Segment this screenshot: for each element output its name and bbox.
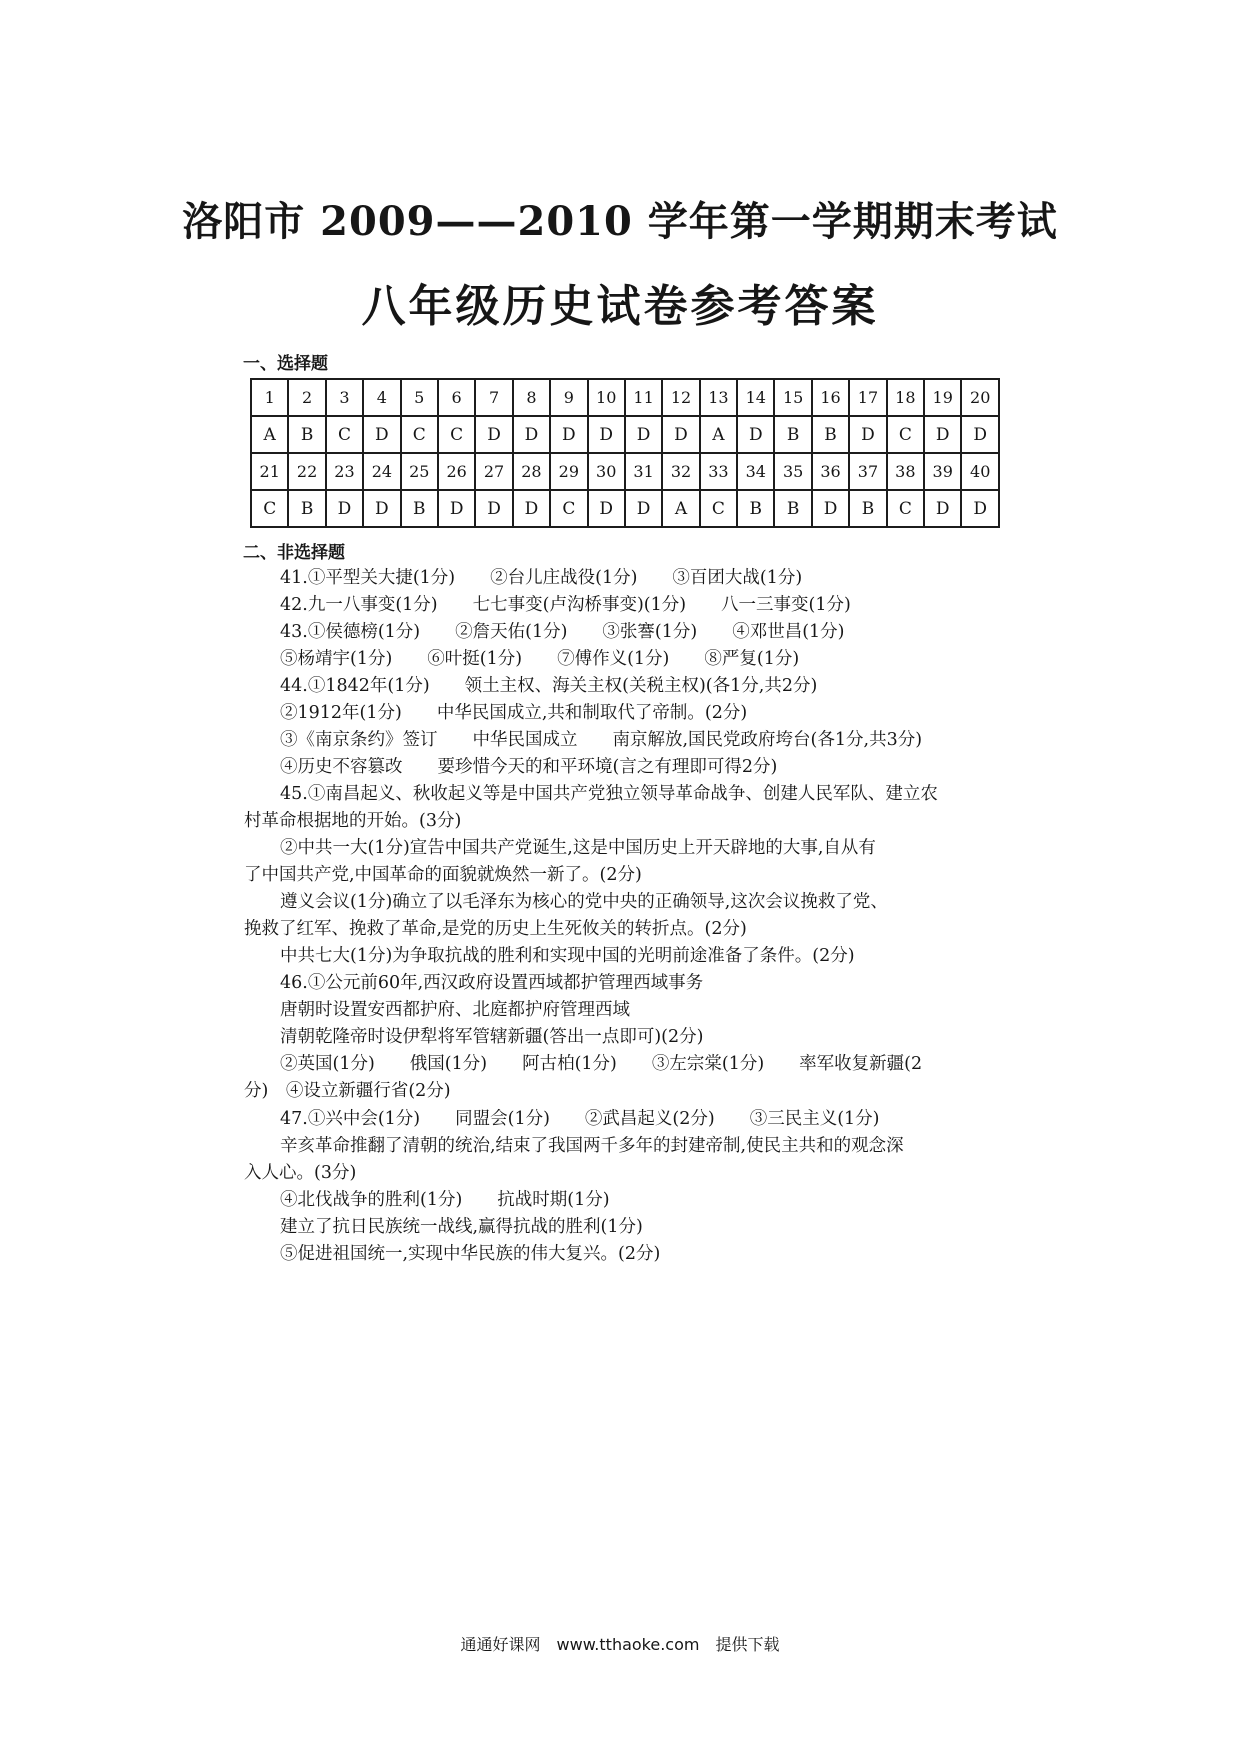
answer-letter-cell: C xyxy=(887,416,924,453)
answer-letter-cell: D xyxy=(588,490,625,527)
answer-letter-cell: D xyxy=(326,490,363,527)
answer-letter-cell: B xyxy=(774,416,811,453)
question-number-cell: 27 xyxy=(475,453,512,490)
answer-letter-cell: C xyxy=(550,490,587,527)
question-number-cell: 15 xyxy=(774,379,811,416)
question-number-cell: 37 xyxy=(849,453,886,490)
answer-letter-cell: B xyxy=(849,490,886,527)
answer-line: ⑤促进祖国统一,实现中华民族的伟大复兴。(2分) xyxy=(280,1244,661,1264)
answer-line: 挽救了红军、挽救了革命,是党的历史上生死攸关的转折点。(2分) xyxy=(244,919,747,939)
answer-letter-cell: A xyxy=(251,416,288,453)
answer-letter-cell: C xyxy=(251,490,288,527)
answer-letter-cell: D xyxy=(363,490,400,527)
answer-line: 辛亥革命推翻了清朝的统治,结束了我国两千多年的封建帝制,使民主共和的观念深 xyxy=(280,1136,904,1156)
answer-letter-cell: B xyxy=(401,490,438,527)
question-number-cell: 5 xyxy=(401,379,438,416)
answer-letter-cell: D xyxy=(438,490,475,527)
answer-letter-cell: C xyxy=(326,416,363,453)
question-number-cell: 13 xyxy=(700,379,737,416)
question-number-cell: 14 xyxy=(737,379,774,416)
answer-line: 清朝乾隆帝时设伊犁将军管辖新疆(答出一点即可)(2分) xyxy=(280,1027,704,1047)
question-number-cell: 1 xyxy=(251,379,288,416)
answer-line: 遵义会议(1分)确立了以毛泽东为核心的党中央的正确领导,这次会议挽救了党、 xyxy=(280,892,888,912)
answer-line: 42.九一八事变(1分) 七七事变(卢沟桥事变)(1分) 八一三事变(1分) xyxy=(280,595,851,615)
question-number-cell: 7 xyxy=(475,379,512,416)
answer-table-row xyxy=(251,416,999,453)
footer-download-note: 通通好课网 www.tthaoke.com 提供下载 xyxy=(460,1635,780,1654)
answer-letter-cell: D xyxy=(363,416,400,453)
answer-line: 41.①平型关大捷(1分) ②台儿庄战役(1分) ③百团大战(1分) xyxy=(280,568,803,588)
answer-letter-cell: C xyxy=(700,490,737,527)
question-number-cell: 38 xyxy=(887,453,924,490)
section-heading-nonchoice: 二、非选择题 xyxy=(243,543,345,563)
question-number-cell: 22 xyxy=(288,453,325,490)
answer-line: 建立了抗日民族统一战线,赢得抗战的胜利(1分) xyxy=(280,1217,643,1237)
question-number-cell: 31 xyxy=(625,453,662,490)
answer-line: ③《南京条约》签订 中华民国成立 南京解放,国民党政府垮台(各1分,共3分) xyxy=(280,730,923,750)
question-number-cell: 25 xyxy=(401,453,438,490)
answer-letter-cell: D xyxy=(513,416,550,453)
answer-letter-cell: D xyxy=(625,416,662,453)
answer-line: 44.①1842年(1分) 领土主权、海关主权(关税主权)(各1分,共2分) xyxy=(280,676,818,696)
question-number-cell: 8 xyxy=(513,379,550,416)
answer-line: 分) ④设立新疆行省(2分) xyxy=(244,1081,451,1101)
question-number-cell: 4 xyxy=(363,379,400,416)
question-number-cell: 28 xyxy=(513,453,550,490)
question-number-cell: 17 xyxy=(849,379,886,416)
section-heading-choice: 一、选择题 xyxy=(243,354,328,374)
question-number-cell: 11 xyxy=(625,379,662,416)
question-number-cell: 34 xyxy=(737,453,774,490)
answer-letter-cell: D xyxy=(475,490,512,527)
answer-letter-cell: D xyxy=(737,416,774,453)
question-number-cell: 32 xyxy=(662,453,699,490)
answer-line: ④历史不容篡改 要珍惜今天的和平环境(言之有理即可得2分) xyxy=(280,757,778,777)
answer-letter-cell: B xyxy=(812,416,849,453)
question-number-cell: 18 xyxy=(887,379,924,416)
question-number-cell: 12 xyxy=(662,379,699,416)
answer-letter-cell: C xyxy=(887,490,924,527)
answer-line: ②英国(1分) 俄国(1分) 阿古柏(1分) ③左宗棠(1分) 率军收复新疆(2 xyxy=(280,1054,923,1074)
answer-key-title: 八年级历史试卷参考答案 xyxy=(361,281,879,332)
answer-line: 43.①侯德榜(1分) ②詹天佑(1分) ③张謇(1分) ④邓世昌(1分) xyxy=(280,622,845,642)
question-number-cell: 36 xyxy=(812,453,849,490)
answer-letter-cell: D xyxy=(662,416,699,453)
answer-table-row xyxy=(251,379,999,416)
answer-letter-cell: D xyxy=(924,416,961,453)
question-number-cell: 35 xyxy=(774,453,811,490)
answer-letter-cell: A xyxy=(662,490,699,527)
answer-line: 唐朝时设置安西都护府、北庭都护府管理西域 xyxy=(280,1000,630,1020)
answer-letter-cell: B xyxy=(288,416,325,453)
exam-title: 洛阳市 2009——2010 学年第一学期期末考试 xyxy=(182,198,1058,245)
answer-letter-cell: C xyxy=(438,416,475,453)
answer-line: ⑤杨靖宇(1分) ⑥叶挺(1分) ⑦傅作义(1分) ⑧严复(1分) xyxy=(280,649,800,669)
answer-table-row xyxy=(251,453,999,490)
answer-letter-cell: D xyxy=(625,490,662,527)
answer-letter-cell: D xyxy=(812,490,849,527)
answer-letter-cell: B xyxy=(737,490,774,527)
answer-line: 中共七大(1分)为争取抗战的胜利和实现中国的光明前途准备了条件。(2分) xyxy=(280,946,855,966)
answer-line: ②中共一大(1分)宣告中国共产党诞生,这是中国历史上开天辟地的大事,自从有 xyxy=(280,838,876,858)
answer-letter-cell: D xyxy=(550,416,587,453)
question-number-cell: 21 xyxy=(251,453,288,490)
answer-letter-cell: D xyxy=(961,416,999,453)
question-number-cell: 2 xyxy=(288,379,325,416)
question-number-cell: 20 xyxy=(961,379,999,416)
answer-table xyxy=(250,378,1000,528)
answer-letter-cell: B xyxy=(774,490,811,527)
answer-line: ②1912年(1分) 中华民国成立,共和制取代了帝制。(2分) xyxy=(280,703,748,723)
answer-line: 了中国共产党,中国革命的面貌就焕然一新了。(2分) xyxy=(244,865,642,885)
answer-line: 47.①兴中会(1分) 同盟会(1分) ②武昌起义(2分) ③三民主义(1分) xyxy=(280,1109,880,1129)
question-number-cell: 6 xyxy=(438,379,475,416)
answer-line: 村革命根据地的开始。(3分) xyxy=(244,811,462,831)
answer-letter-cell: D xyxy=(849,416,886,453)
question-number-cell: 30 xyxy=(588,453,625,490)
question-number-cell: 33 xyxy=(700,453,737,490)
question-number-cell: 19 xyxy=(924,379,961,416)
answer-letter-cell: D xyxy=(513,490,550,527)
question-number-cell: 29 xyxy=(550,453,587,490)
question-number-cell: 3 xyxy=(326,379,363,416)
answer-line: 入人心。(3分) xyxy=(244,1163,357,1183)
question-number-cell: 26 xyxy=(438,453,475,490)
answer-letter-cell: B xyxy=(288,490,325,527)
question-number-cell: 10 xyxy=(588,379,625,416)
question-number-cell: 40 xyxy=(961,453,999,490)
question-number-cell: 24 xyxy=(363,453,400,490)
question-number-cell: 16 xyxy=(812,379,849,416)
answer-letter-cell: A xyxy=(700,416,737,453)
answer-line: 46.①公元前60年,西汉政府设置西域都护管理西域事务 xyxy=(280,973,704,993)
answer-letter-cell: C xyxy=(401,416,438,453)
question-number-cell: 9 xyxy=(550,379,587,416)
question-number-cell: 39 xyxy=(924,453,961,490)
answer-line: 45.①南昌起义、秋收起义等是中国共产党独立领导革命战争、创建人民军队、建立农 xyxy=(280,784,938,804)
answer-letter-cell: D xyxy=(475,416,512,453)
answer-table-row xyxy=(251,490,999,527)
answer-letter-cell: D xyxy=(588,416,625,453)
question-number-cell: 23 xyxy=(326,453,363,490)
answer-letter-cell: D xyxy=(961,490,999,527)
answer-line: ④北伐战争的胜利(1分) 抗战时期(1分) xyxy=(280,1190,610,1210)
answer-letter-cell: D xyxy=(924,490,961,527)
